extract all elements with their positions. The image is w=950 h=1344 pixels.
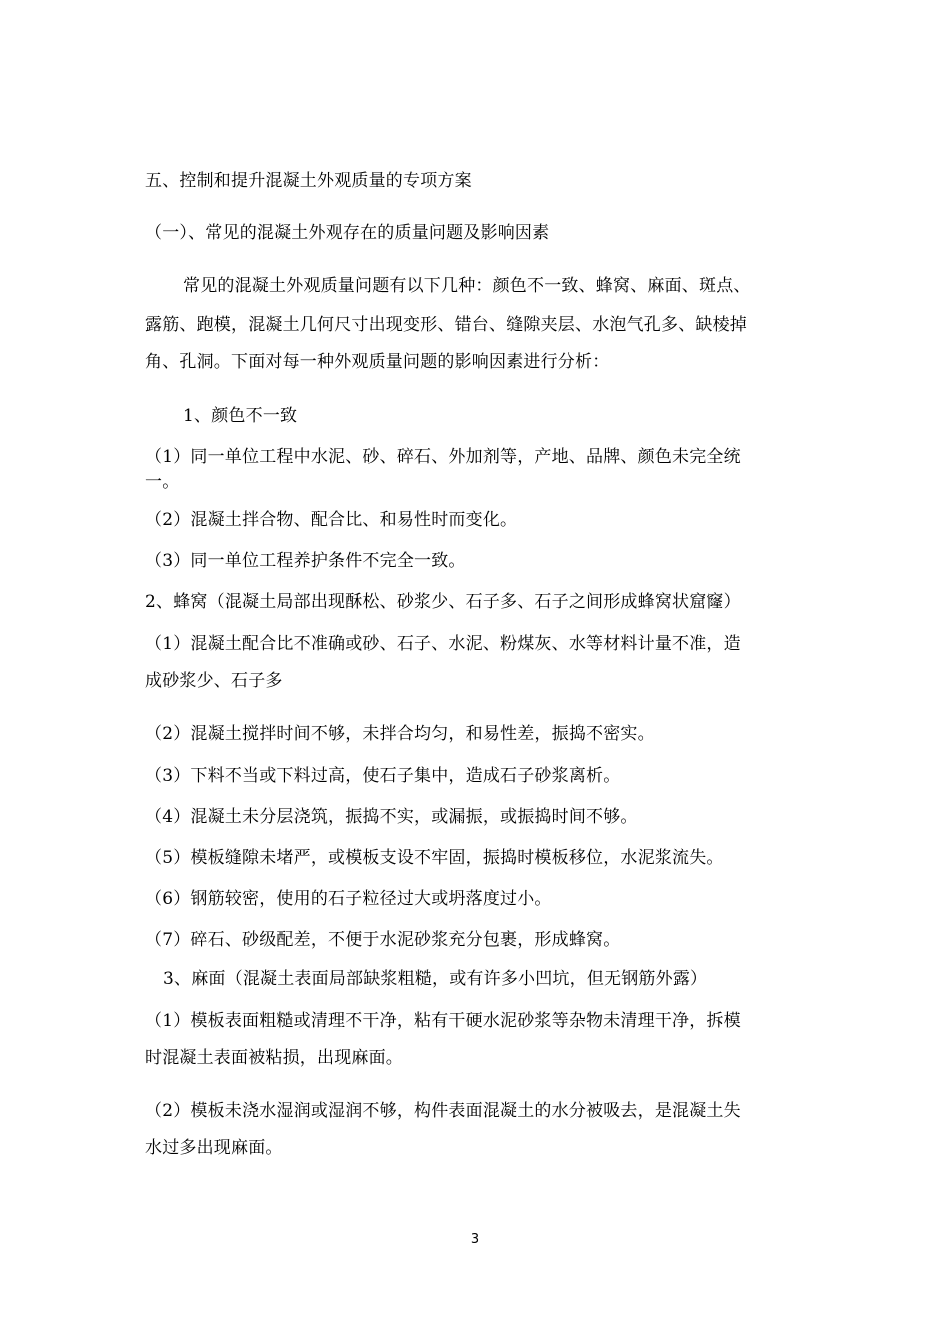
list-item: （2）混凝土拌合物、配合比、和易性时而变化。 — [145, 510, 518, 530]
list-item: （6）钢筋较密，使用的石子粒径过大或坍落度过小。 — [145, 889, 552, 909]
list-item-continuation: 水过多出现麻面。 — [145, 1138, 283, 1158]
list-item: （3）同一单位工程养护条件不完全一致。 — [145, 551, 466, 571]
list-item: （7）碎石、砂级配差，不便于水泥砂浆充分包裹，形成蜂窝。 — [145, 930, 621, 950]
section-heading: 五、控制和提升混凝土外观质量的专项方案 — [145, 171, 472, 191]
item-title: 2、蜂窝（混凝土局部出现酥松、砂浆少、石子多、石子之间形成蜂窝状窟窿） — [145, 592, 741, 612]
subsection-heading: （一）、常见的混凝土外观存在的质量问题及影响因素 — [145, 223, 550, 243]
list-item: （2）混凝土搅拌时间不够，未拌合均匀，和易性差，振捣不密实。 — [145, 724, 655, 744]
paragraph-line: 露筋、跑模，混凝土几何尺寸出现变形、错台、缝隙夹层、水泡气孔多、缺棱掉 — [145, 315, 747, 335]
list-item: （5）模板缝隙未堵严，或模板支设不牢固，振捣时模板移位，水泥浆流失。 — [145, 848, 724, 868]
list-item: （3）下料不当或下料过高，使石子集中，造成石子砂浆离析。 — [145, 766, 621, 786]
page-number: 3 — [470, 1232, 480, 1247]
list-item: （1）模板表面粗糙或清理不干净，粘有干硬水泥砂浆等杂物未清理干净，拆模 — [145, 1011, 741, 1031]
paragraph-line: 角、孔洞。下面对每一种外观质量问题的影响因素进行分析： — [145, 352, 610, 372]
list-item: （4）混凝土未分层浇筑，振捣不实，或漏振，或振捣时间不够。 — [145, 807, 638, 827]
list-item: （2）模板未浇水湿润或湿润不够，构件表面混凝土的水分被吸去，是混凝土失 — [145, 1101, 741, 1121]
paragraph-line: 常见的混凝土外观质量问题有以下几种：颜色不一致、蜂窝、麻面、斑点、 — [183, 276, 751, 296]
list-item-continuation: 一。 — [145, 472, 180, 492]
list-item: （1）同一单位工程中水泥、砂、碎石、外加剂等，产地、品牌、颜色未完全统 — [145, 447, 741, 467]
list-item-continuation: 成砂浆少、石子多 — [145, 671, 283, 691]
item-title: 3、麻面（混凝土表面局部缺浆粗糙，或有许多小凹坑，但无钢筋外露） — [163, 969, 708, 989]
list-item: （1）混凝土配合比不准确或砂、石子、水泥、粉煤灰、水等材料计量不准，造 — [145, 634, 741, 654]
list-item-continuation: 时混凝土表面被粘损，出现麻面。 — [145, 1048, 403, 1068]
item-title: 1、颜色不一致 — [183, 406, 298, 426]
